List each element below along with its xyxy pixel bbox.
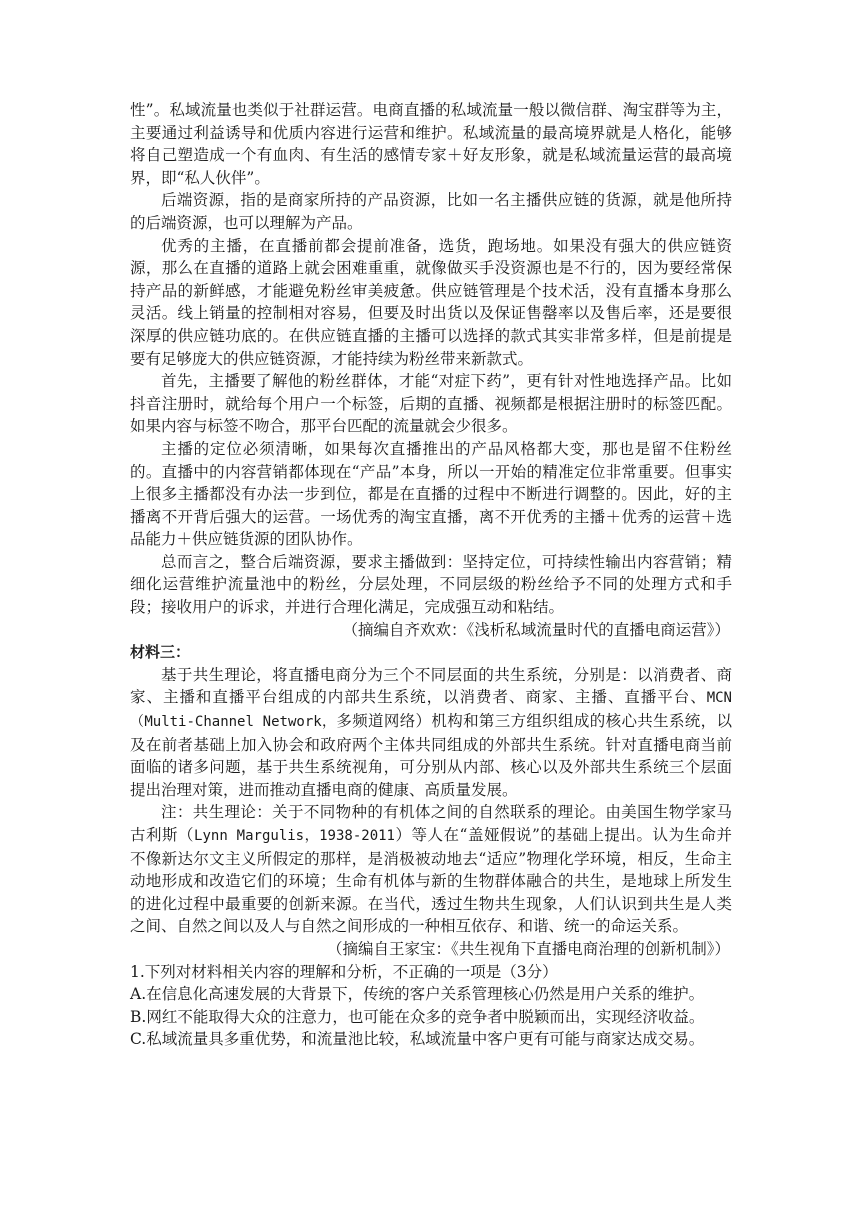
- note-latin-name: Lynn Margulis，1938-2011: [194, 828, 395, 844]
- option-a: A.在信息化高速发展的大背景下，传统的客户关系管理核心仍然是用户关系的维护。: [130, 985, 705, 1004]
- question-1: 1.下列对材料相关内容的理解和分析，不正确的一项是（3分）: [130, 962, 558, 981]
- source-citation-material3: （摘编自王家宝：《共生视角下直播电商治理的创新机制》）: [326, 939, 730, 958]
- paragraph-symbiosis-latin: MCN（Multi-Channel Network，: [130, 690, 732, 731]
- paragraph-symbiosis-text-b: 多频道网络）机构和第三方组织组成的核心共生系统，以及在前者基础上加入协会和政府两个主体共同组成的外部共生系统。针对直播电商当前面临的诸多问题，基于共生系统视角，可分别从内部、核心以及外部共生系统三个层面提出治理对策，进而推动直播电商的健康、高质量发展。: [130, 712, 732, 799]
- option-b: B.网红不能取得大众的注意力，也可能在众多的竞争者中脱颖而出，实现经济收益。: [130, 1007, 705, 1026]
- paragraph-summary: 总而言之，整合后端资源，要求主播做到：坚持定位，可持续性输出内容营销；精细化运营维护流量池中的粉丝，分层处理，不同层级的粉丝给予不同的处理方式和手段；接收用户的诉求，并进行合理化满足，完成强互动和粘结。: [130, 552, 732, 617]
- page-content: [130, 99, 732, 1051]
- paragraph-symbiosis-system: [130, 664, 732, 802]
- paragraph-backend-resources: 后端资源，指的是商家所持的产品资源，比如一名主播供应链的货源，就是他所持的后端资源，也可以理解为产品。: [130, 191, 732, 232]
- paragraph-fan-groups: 首先，主播要了解他的粉丝群体，才能“对症下药”，更有针对性地选择产品。比如抖音注册时，就给每个用户一个标签，后期的直播、视频都是根据注册时的标签匹配。如果内容与标签不吻合，那平台匹配的流量就会少很多。: [130, 372, 732, 436]
- source-citation-material2: （摘编自齐欢欢：《浅析私域流量时代的直播电商运营》）: [342, 620, 730, 639]
- note-text-a: 注：共生理论：关于不同物种的有机体之间的自然联系的理论。由美国生物学家马古利斯（: [130, 803, 732, 844]
- paragraph-symbiosis-text-a: 基于共生理论，将直播电商分为三个不同层面的共生系统，分别是：以消费者、商家、主播和直播平台组成的内部共生系统，以消费者、商家、主播、直播平台、: [130, 665, 732, 707]
- paragraph-note-symbiosis-theory: [130, 801, 732, 938]
- paragraph-private-traffic: 性”。私域流量也类似于社群运营。电商直播的私域流量一般以微信群、淘宝群等为主，主要通过利益诱导和优质内容进行运营和维护。私域流量的最高境界就是人格化，能够将自己塑造成一个有血肉、有生活的感情专家＋好友形象，就是私域流量运营的最高境界，即“私人伙伴”。: [130, 101, 732, 187]
- material3-heading: 材料三：: [130, 643, 191, 662]
- note-text-b: ）等人在“盖娅假说”的基础上提出。认为生命并不像新达尔文主义所假定的那样，是消极被动地去“适应”物理化学环境，相反，生命主动地形成和改造它们的环境；生命有机体与新的生物群体融合的共生，是地球上所发生的进化过程中最重要的创新来源。在当代，透过生物共生现象，人们认识到共生是人类之间、自然之间以及人与自然之间形成的一种相互依存、和谐、统一的命运关系。: [130, 826, 732, 936]
- paragraph-positioning: 主播的定位必须清晰，如果每次直播推出的产品风格都大变，那也是留不住粉丝的。直播中的内容营销都体现在“产品”本身，所以一开始的精准定位非常重要。但事实上很多主播都没有办法一步到位，都是在直播的过程中不断进行调整的。因此，好的主播离不开背后强大的运营。一场优秀的淘宝直播，离不开优秀的主播＋优秀的运营＋选品能力＋供应链货源的团队协作。: [130, 439, 732, 549]
- paragraph-supply-chain: 优秀的主播，在直播前都会提前准备，选货，跑场地。如果没有强大的供应链资源，那么在直播的道路上就会困难重重，就像做买手没资源也是不行的，因为要经常保持产品的新鲜感，才能避免粉丝审美疲惫。供应链管理是个技术活，没有直播本身那么灵活。线上销量的控制相对容易，但要及时出货以及保证售罄率以及售后率，还是要很深厚的供应链功底的。在供应链直播的主播可以选择的款式其实非常多样，但是前提是要有足够庞大的供应链资源，才能持续为粉丝带来新款式。: [130, 236, 732, 368]
- option-c: C.私域流量具多重优势，和流量池比较，私域流量中客户更有可能与商家达成交易。: [130, 1030, 705, 1049]
